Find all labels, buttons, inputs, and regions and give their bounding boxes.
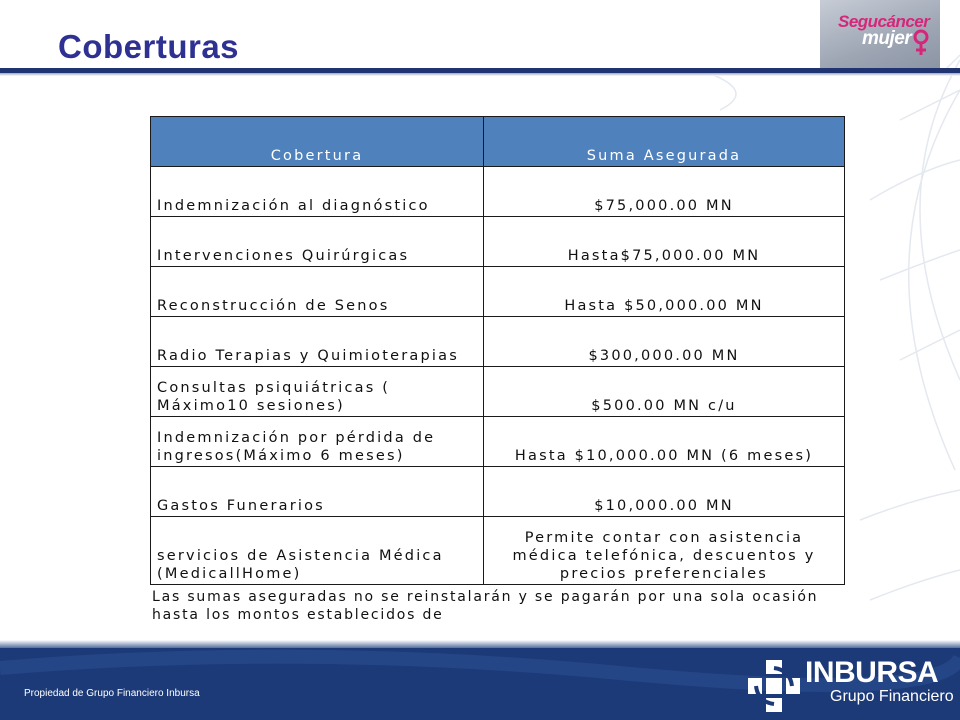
coverage-cell: Radio Terapias y Quimioterapias <box>151 317 484 367</box>
coverage-cell: Indemnización al diagnóstico <box>151 167 484 217</box>
coverage-text: Indemnización por pérdida de <box>157 430 436 446</box>
segucancer-logo <box>820 0 940 68</box>
amount-cell: $10,000.00 MN <box>484 467 845 517</box>
footnote: Las sumas aseguradas no se reinstalarán y se pagarán por una sola ocasión hasta los montos establecidos de <box>152 589 819 623</box>
table-row <box>151 217 845 267</box>
table-row <box>151 267 845 317</box>
table-header-row <box>151 117 845 167</box>
amount-cell <box>484 517 845 585</box>
header-rule-shadow <box>0 73 960 76</box>
header-suma-asegurada: Suma Asegurada <box>484 117 845 167</box>
footer-copyright: Propiedad de Grupo Financiero Inbursa <box>24 688 200 699</box>
female-symbol-icon <box>912 28 930 58</box>
logo-text-line1: Segucáncer <box>838 12 930 31</box>
brand-name: INBURSA <box>805 656 939 689</box>
amount-text: Permite contar con asistencia <box>524 530 804 546</box>
footer-bar <box>0 648 960 720</box>
table-row <box>151 317 845 367</box>
coverage-cell: Reconstrucción de Senos <box>151 267 484 317</box>
amount-text-line3: precios preferenciales <box>559 566 769 582</box>
amount-cell: $500.00 MN c/u <box>484 367 845 417</box>
table-row <box>151 417 845 467</box>
coverage-text: servicios de Asistencia Médica <box>157 548 444 564</box>
table-row <box>151 467 845 517</box>
coverage-cell: Intervenciones Quirúrgicas <box>151 217 484 267</box>
coverage-text-line2: Máximo10 sesiones) <box>157 398 345 414</box>
header-cobertura: Cobertura <box>151 117 484 167</box>
amount-text-line2: médica telefónica, descuentos y <box>512 548 816 564</box>
slide-title: Coberturas <box>58 28 240 65</box>
coverage-cell <box>151 367 484 417</box>
logo-text-line2: mujer <box>862 28 912 49</box>
coverage-text-line2: ingresos(Máximo 6 meses) <box>157 448 405 464</box>
table-row <box>151 367 845 417</box>
amount-cell: Hasta $50,000.00 MN <box>484 267 845 317</box>
amount-cell: $300,000.00 MN <box>484 317 845 367</box>
amount-cell: Hasta$75,000.00 MN <box>484 217 845 267</box>
inbursa-logo-icon <box>746 658 802 714</box>
coverage-cell: Gastos Funerarios <box>151 467 484 517</box>
coverage-cell <box>151 517 484 585</box>
coverage-table <box>150 116 845 585</box>
coverage-text-line2: (MedicallHome) <box>157 566 302 582</box>
coverage-text: Consultas psiquiátricas ( <box>157 380 391 396</box>
amount-cell: $75,000.00 MN <box>484 167 845 217</box>
brand-subtitle: Grupo Financiero <box>830 688 954 705</box>
table-row <box>151 517 845 585</box>
amount-cell: Hasta $10,000.00 MN (6 meses) <box>484 417 845 467</box>
table-row <box>151 167 845 217</box>
coverage-cell <box>151 417 484 467</box>
